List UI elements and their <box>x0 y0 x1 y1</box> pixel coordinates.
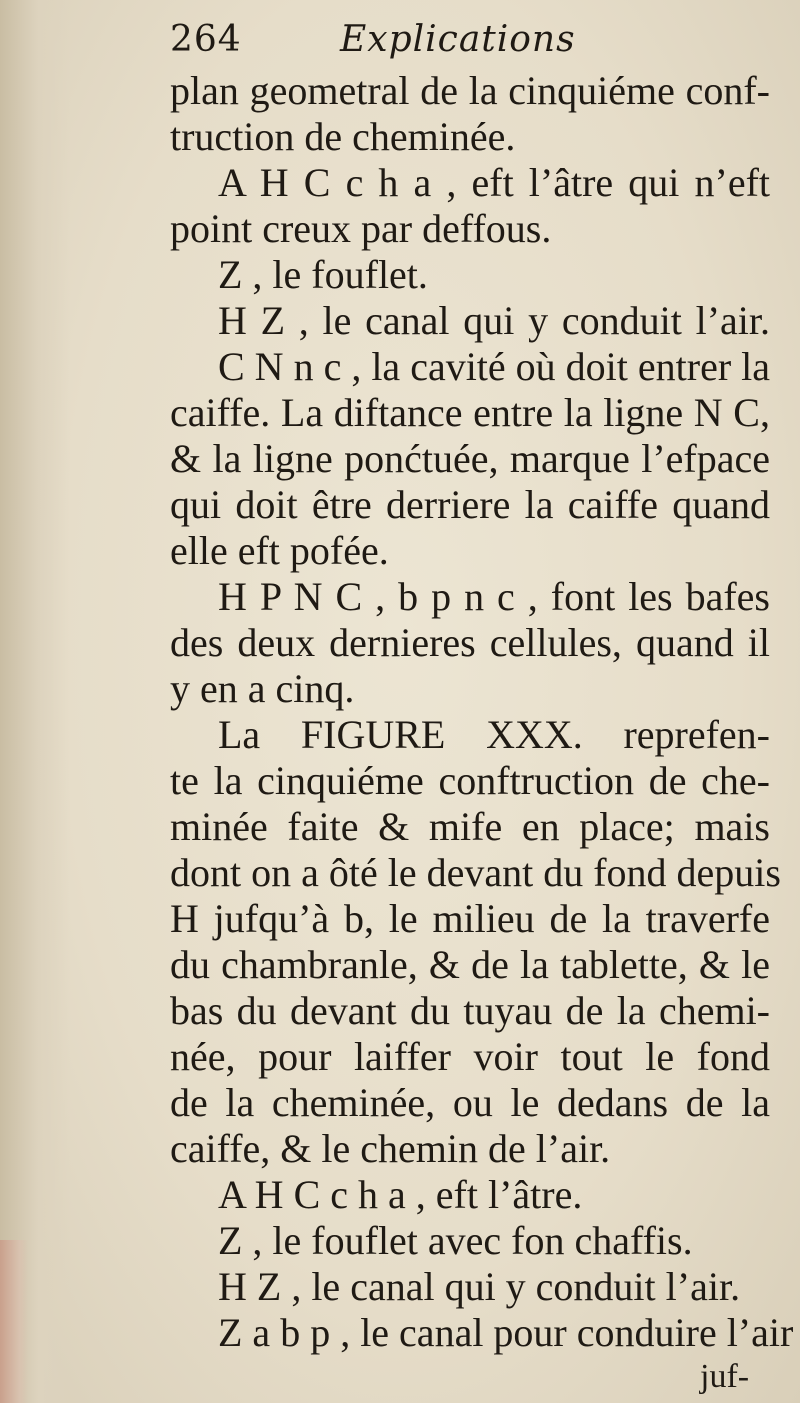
text-line: H Z , le canal qui y conduit l’air. <box>218 298 770 343</box>
text-line: H jufqu’à b, le milieu de la traverfe <box>170 896 770 941</box>
text-line: C N n c , la cavité où doit entrer la <box>218 344 771 389</box>
catchword: juf- <box>700 1358 750 1395</box>
text-line: caiffe. La diftance entre la ligne N C, <box>170 390 770 435</box>
text-line: A H C c h a , eft l’âtre qui n’eft <box>218 160 770 205</box>
text-line: caiffe, & le chemin de l’air. <box>170 1126 611 1171</box>
page-number: 264 <box>170 19 242 60</box>
text-line: truction de cheminée. <box>170 114 516 159</box>
running-head: Explications <box>340 19 576 60</box>
text-line: H Z , le canal qui y conduit l’air. <box>218 1264 741 1309</box>
text-line: A H C c h a , eft l’âtre. <box>218 1172 583 1217</box>
text-line: des deux dernieres cellules, quand il <box>170 620 770 665</box>
body-text <box>170 68 794 1356</box>
text-line: minée faite & mife en place; mais <box>170 804 770 849</box>
text-line: Z , le fouflet avec fon chaffis. <box>218 1218 693 1263</box>
text-line: qui doit être derriere la caiffe quand <box>170 482 770 527</box>
page-header <box>170 14 630 66</box>
text-line: de la cheminée, ou le dedans de la <box>170 1080 770 1125</box>
text-line: te la cinquiéme conftruction de che- <box>170 758 770 803</box>
text-line: du chambranle, & de la tablette, & le <box>170 942 770 987</box>
text-line: Z a b p , le canal pour conduire l’air <box>218 1310 794 1355</box>
text-line: elle eft pofée. <box>170 528 389 573</box>
gutter-shadow <box>0 0 70 1403</box>
gutter-edge <box>0 1240 28 1403</box>
text-line: Z , le fouflet. <box>218 252 428 297</box>
text-line: y en a cinq. <box>170 666 355 711</box>
text-line: plan geometral de la cinquiéme conf- <box>170 68 770 113</box>
text-line: point creux par deffous. <box>170 206 552 251</box>
text-line: & la ligne ponćtuée, marque l’efpace <box>170 436 770 481</box>
text-line: La FIGURE XXX. reprefen- <box>218 712 770 757</box>
text-line: née, pour laiffer voir tout le fond <box>170 1034 770 1079</box>
text-line: dont on a ôté le devant du fond depuis <box>170 850 781 895</box>
text-line: H P N C , b p n c , font les bafes <box>218 574 770 619</box>
text-line: bas du devant du tuyau de la chemi- <box>170 988 770 1033</box>
